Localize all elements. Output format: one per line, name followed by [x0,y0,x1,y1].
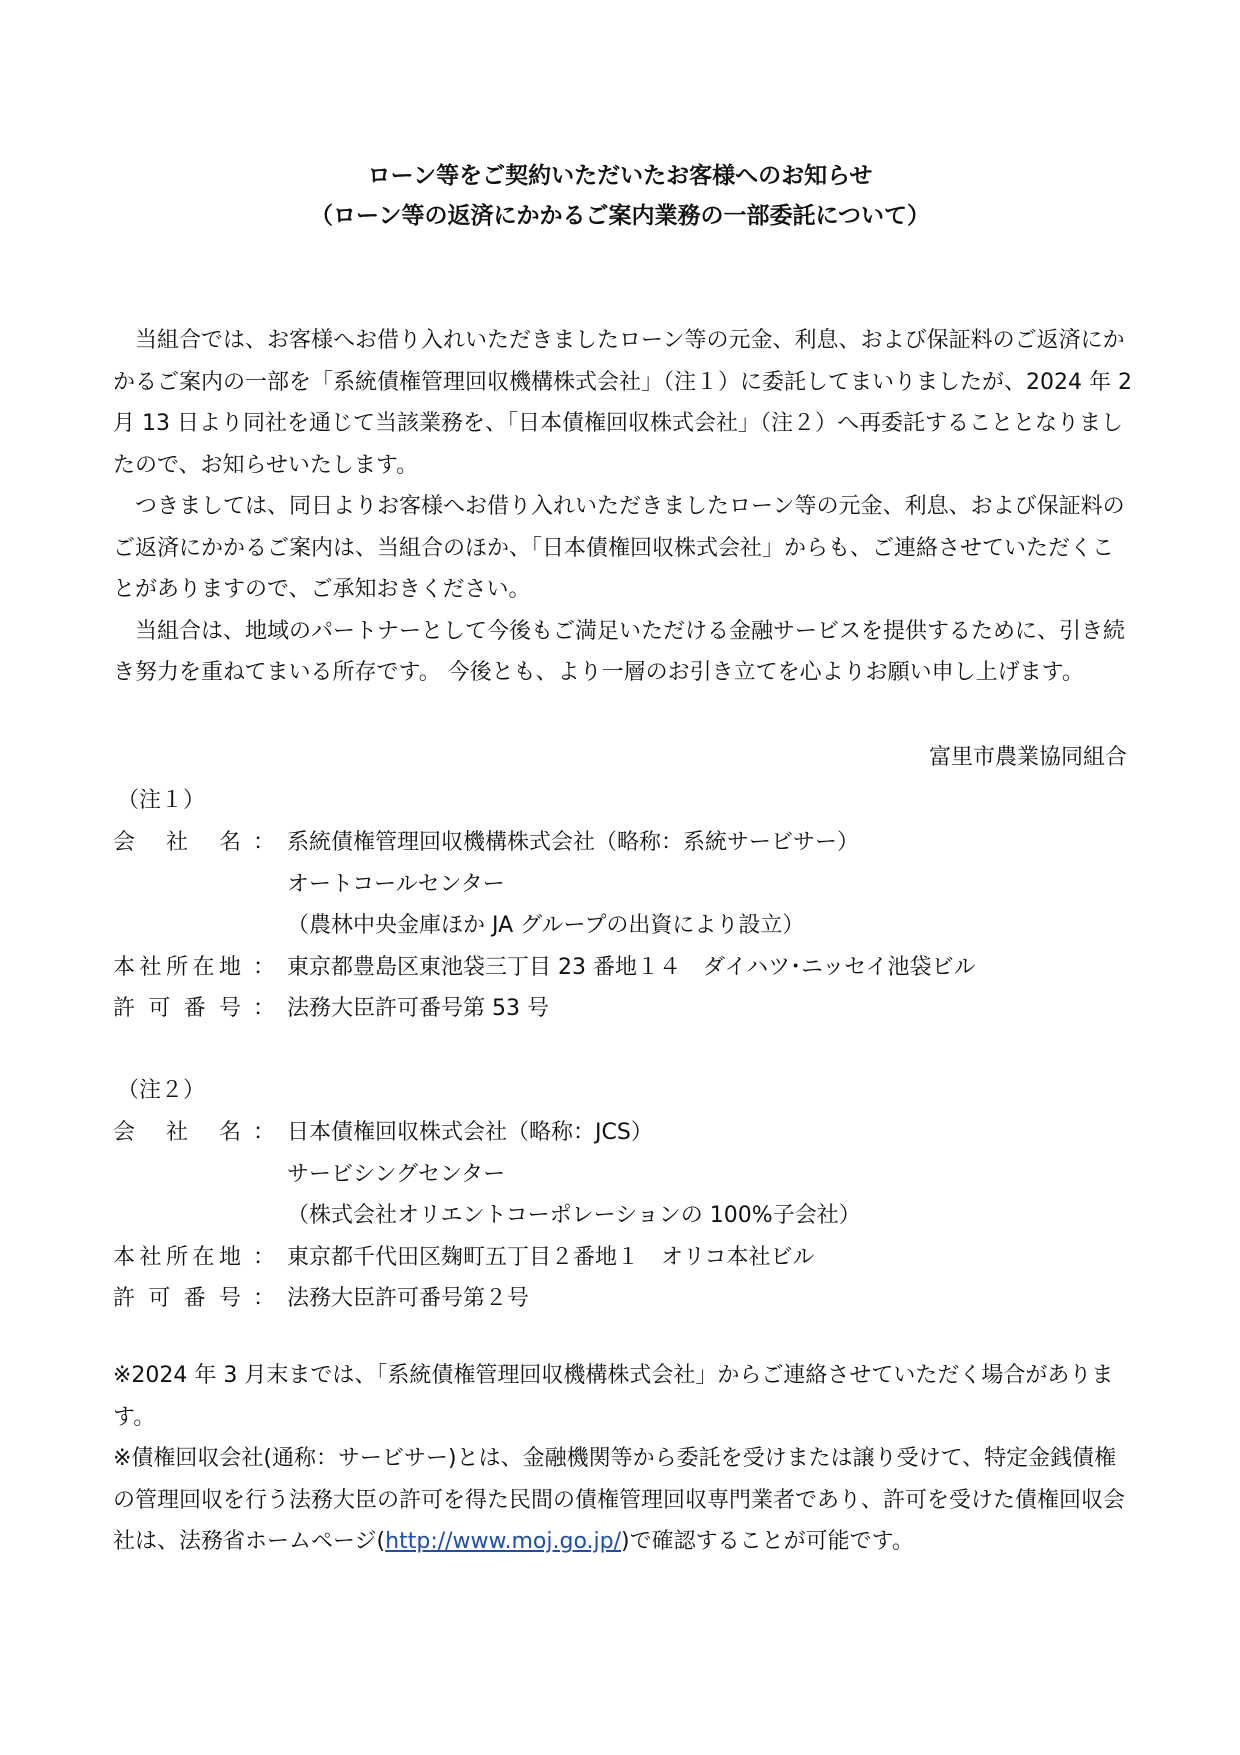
company-remark: （農林中央金庫ほか JA グループの出資により設立） [287,913,805,938]
note-2-block [113,1070,1133,1320]
document-title: ローン等をご契約いただいたお客様へのお知らせ [367,163,873,189]
footnote-servicer [113,1438,1133,1563]
note-1-address-row [113,947,1133,989]
separator: ： [252,954,275,980]
address-value: 東京都千代田区麹町五丁目２番地１ オリコ本社ビル [287,1244,815,1270]
separator: ： [252,1286,275,1311]
license-value: 法務大臣許可番号第 53 号 [287,996,549,1021]
notice-body [113,320,1133,694]
note-2-company-row [113,1112,1133,1154]
address-value: 東京都豊島区東池袋三丁目 23 番地１４ ダイハツ･ニッセイ池袋ビル [287,954,976,980]
separator: ： [252,1120,275,1145]
company-name-value: 系統債権管理回収機構株式会社（略称：系統サービサー） [287,830,860,855]
footnote-servicer-text: ※債権回収会社(通称：サービサー)とは、金融機関等から委託を受けまたは譲り受けて、特定金銭債権の管理回収を行う法務大臣の許可を得た民間の債権管理回収専門業者であり、許可を受けた債権回収会社は、法務省ホームページ( [113,1446,1126,1554]
note-1-company-row-3 [113,905,1133,947]
separator: ： [252,1244,275,1270]
license-label: 許可番号 [113,996,241,1021]
body-paragraph-2: つきましては、同日よりお客様へお借り入れいただきましたローン等の元金、利息、および保証料のご返済にかかるご案内は、当組合のほか、「日本債権回収株式会社」からも、ご連絡させていただくことがありますので、ご承知おきください。 [113,494,1125,602]
company-department: オートコールセンター [287,871,505,897]
body-paragraph-3: 当組合は、地域のパートナーとして今後もご満足いただける金融サービスを提供するために、引き続き努力を重ねてまいる所存です。 今後とも、より一層のお引き立てを心よりお願い申し上げます。 [113,618,1126,685]
document-subtitle: （ローン等の返済にかかるご案内業務の一部委託について） [309,203,931,229]
issuer-signature: 富里市農業協同組合 [928,745,1127,770]
body-paragraph-1: 当組合では、お客様へお借り入れいただきましたローン等の元金、利息、および保証料のご返済にかかるご案内の一部を「系統債権管理回収機構株式会社」（注１）に委託してまいりましたが、2024 年 2 月 13 日より同社を通じて当該業務を、「日本債権回収株式会社」（注２）へ再委託することとなりましたので、お知らせいたします。 [113,328,1132,478]
company-name-label: 会社名 [113,1120,241,1145]
note-2-company-row-3 [113,1195,1133,1237]
address-label: 本社所在地 [113,1244,241,1270]
footnote-transition: ※2024 年 3 月末までは、「系統債権管理回収機構株式会社」からご連絡させていただく場合があります。 [113,1363,1114,1430]
moj-website-link[interactable]: http://www.moj.go.jp/ [385,1529,622,1554]
note-1-license-row [113,988,1133,1030]
note-2-address-row [113,1237,1133,1279]
note-2-company-row-2 [113,1154,1133,1196]
company-remark: （株式会社オリエントコーポレーションの 100%子会社） [287,1203,861,1228]
note-2-heading: （注２） [117,1078,206,1103]
note-1-block [113,780,1133,1030]
company-name-label: 会社名 [113,830,241,855]
separator: ： [252,830,275,855]
note-1-company-row-2 [113,864,1133,906]
footnotes [113,1355,1133,1563]
note-1-heading: （注１） [117,788,206,813]
footnote-servicer-text-end: )で確認することが可能です。 [621,1529,914,1554]
note-2-license-row [113,1278,1133,1320]
company-department: サービシングセンター [287,1161,506,1187]
note-1-company-row [113,822,1133,864]
license-label: 許可番号 [113,1286,241,1311]
company-name-value: 日本債権回収株式会社（略称：JCS） [287,1120,653,1145]
separator: ： [252,996,275,1021]
license-value: 法務大臣許可番号第２号 [287,1286,530,1311]
address-label: 本社所在地 [113,954,241,980]
